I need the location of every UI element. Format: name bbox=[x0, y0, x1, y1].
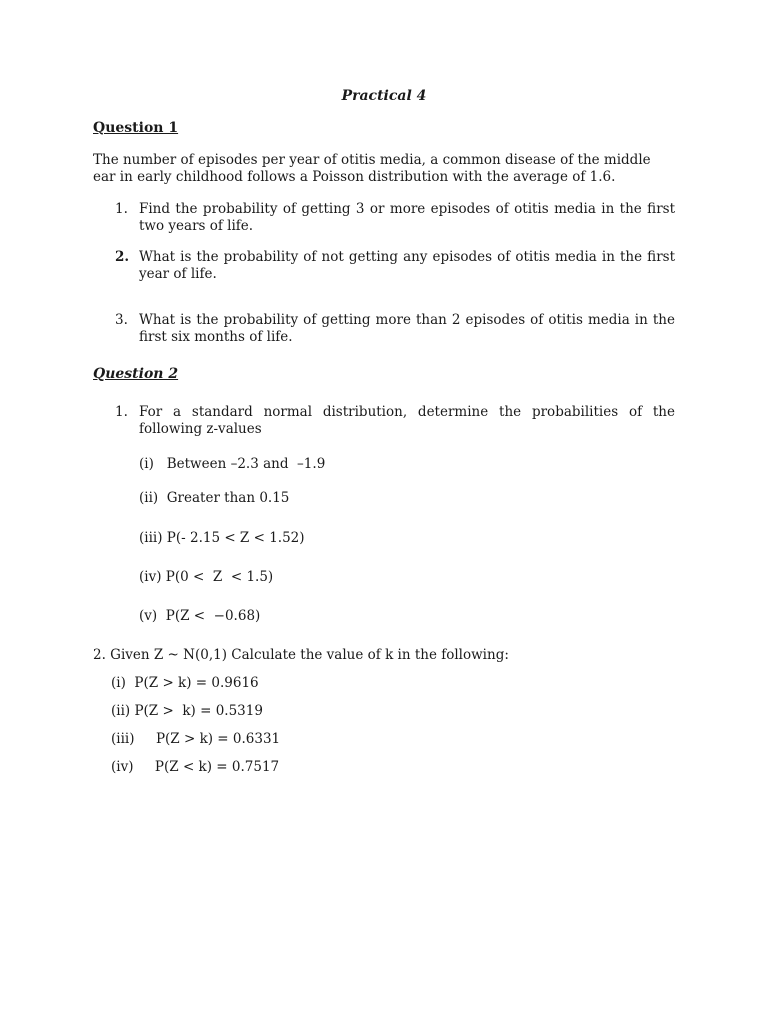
part-1-sub-iv: (iv) P(0 < Z < 1.5) bbox=[139, 569, 274, 585]
item-number: 3. bbox=[115, 312, 128, 328]
question-2-part-1 bbox=[115, 404, 675, 438]
part-2-sub-i: (i) P(Z > k) = 0.9616 bbox=[111, 675, 259, 691]
item-text: Find the probability of getting 3 or more episodes of otitis media in the first two years of life. bbox=[139, 201, 675, 234]
item-text: For a standard normal distribution, determine the probabilities of the following z-values bbox=[139, 404, 675, 437]
question-2-heading: Question 2 bbox=[93, 366, 179, 382]
question-1-item-1 bbox=[115, 201, 675, 235]
item-number: 1. bbox=[115, 404, 128, 420]
part-1-sub-i: (i) Between –2.3 and –1.9 bbox=[139, 456, 326, 472]
page-title: Practical 4 bbox=[341, 88, 427, 104]
item-number: 1. bbox=[115, 201, 128, 217]
item-number: 2. bbox=[115, 249, 130, 265]
part-2-sub-iv: (iv) P(Z < k) = 0.7517 bbox=[111, 759, 280, 775]
question-1-item-3 bbox=[115, 312, 675, 346]
question-1-heading: Question 1 bbox=[93, 120, 179, 136]
part-2-sub-ii: (ii) P(Z > k) = 0.5319 bbox=[111, 703, 263, 719]
question-2-part-2-intro: 2. Given Z ~ N(0,1) Calculate the value of k in the following: bbox=[93, 647, 509, 663]
part-1-sub-v: (v) P(Z < −0.68) bbox=[139, 608, 261, 624]
item-text: What is the probability of getting more than 2 episodes of otitis media in the first six months of life. bbox=[139, 312, 675, 345]
item-text: What is the probability of not getting any episodes of otitis media in the first year of life. bbox=[139, 249, 675, 282]
part-1-sub-iii: (iii) P(- 2.15 < Z < 1.52) bbox=[139, 530, 305, 546]
part-1-sub-ii: (ii) Greater than 0.15 bbox=[139, 490, 290, 506]
question-1-item-2 bbox=[115, 249, 675, 283]
question-1-intro: The number of episodes per year of otitis media, a common disease of the middle ear in early childhood follows a Poisson distribution with the average of 1.6. bbox=[93, 152, 651, 185]
part-2-sub-iii: (iii) P(Z > k) = 0.6331 bbox=[111, 731, 281, 747]
